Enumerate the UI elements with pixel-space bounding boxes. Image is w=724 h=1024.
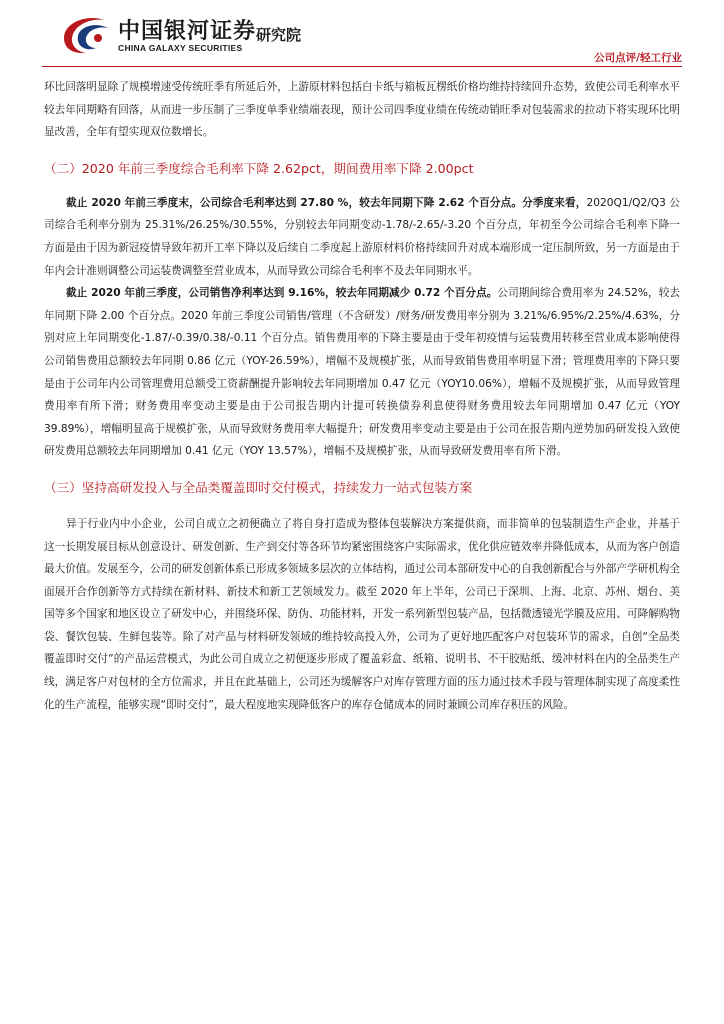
page-header <box>0 0 724 72</box>
expense-paragraph-lead: 截止 2020 年前三季度，公司销售净利率达到 9.16%，较去年同期减少 0.72 个百分点。 <box>66 287 498 300</box>
margin-paragraph-lead: 截止 2020 年前三季度末，公司综合毛利率达到 27.80 %，较去年同期下降 2.62 个百分点。分季度来看， <box>66 196 587 209</box>
header-divider <box>42 66 682 67</box>
brand-name-cn: 中国银河证券 <box>118 19 257 44</box>
intro-paragraph: 环比回落明显除了规模增速受传统旺季有所延后外，上游原材料包括白卡纸与箱板瓦楞纸价格均维持持续回升态势，致使公司毛利率水平较去年同期略有回落，从而进一步压制了三季度单季业绩端表现，预计公司四季度业绩在传统动销旺季对包装需求的拉动下将实现环比明显改善，全年有望实现双位数增长。 <box>44 81 680 139</box>
section-heading-3: （三）坚持高研发投入与全品类覆盖即时交付模式，持续发力一站式包装方案 <box>44 479 473 495</box>
section-heading-2: （二）2020 年前三季度综合毛利率下降 2.62pct，期间费用率下降 2.00pct <box>44 160 474 176</box>
margin-paragraph <box>44 192 680 282</box>
margin-paragraph-body: 2020Q1/Q2/Q3 公司综合毛利率分别为 25.31%/26.25%/30.55%，分别较去年同期变动-1.78/-2.65/-3.20 个百分点，年初至今公司综合毛利率下降一方面是由于因为新冠疫情导致年初开工率下降以及后续自二季度起上游原材料价格持续回升对成本端形成一定压制所致，另一方面是由于年内会计准则调整公司运装费调整至营业成本，从而导致公司综合毛利率不及去年同期水平。 <box>44 196 680 277</box>
brand-name-en: CHINA GALAXY SECURITIES <box>118 43 243 53</box>
expense-paragraph <box>44 282 680 463</box>
rnd-paragraph: 异于行业内中小企业，公司自成立之初便确立了将自身打造成为整体包装解决方案提供商，而非简单的包装制造生产企业，并基于这一长期发展目标从创意设计、研发创新、生产到交付等各环节均紧密围绕客户实际需求，优化供应链效率并降低成本，从而为客户创造最大价值。发展至今，公司的研发创新体系已形成多领域多层次的立体结构，通过公司本部研发中心的自我创新配合与外部产学研机构全面展开合作创新等方式持续在新材料、新技术和新工艺领域发力。截至 2020 年上半年，公司已于深圳、上海、北京、苏州、烟台、美国等多个国家和地区设立了研发中心，并围绕环保、防伪、功能材料，开发一系列新型包装产品，包括微透镜光学膜及应用、可降解购物袋、餐饮包装、生鲜包装等。除了对产品与材料研发领域的维持较高投入外，公司为了更好地匹配客户对包装环节的需求，自创“全品类覆盖即时交付”的产品运营模式，为此公司自成立之初便逐步形成了覆盖彩盒、纸箱、说明书、不干胶贴纸、缓冲材料在内的全品类生产线，满足客户对包材的全方位需求，并且在此基础上，公司还为缓解客户对库存管理方面的压力通过技术手段与管理体制实现了高度柔性化的生产流程，能够实现“即时交付”，最大程度地实现降低客户的库存仓储成本的同时兼顾公司库存积压的风险。 <box>44 517 680 711</box>
expense-paragraph-body: 公司期间综合费用率为 24.52%，较去年同期下降 2.00 个百分点。2020 年前三季度公司销售/管理（不含研发）/财务/研发费用率分别为 3.21%/6.95%/2.25%/4.63%，分别对应上年同期变化-1.87/-0.39/0.38/-0.11 个百分点。销售费用率的下降主要是由于受年初疫情与运装费用转移至营业成本影响使得公司销售费用总额较去年同期 0.86 亿元（YOY-26.59%），增幅不及规模扩张，从而导致销售费用率明显下滑；管理费用率的下降只要是由于公司年内公司管理费用总额受工资薪酬提升影响较去年同期增加 0.47 亿元（YOY10.06%），增幅不及规模扩张，从而导致管理费用率有所下滑；财务费用率变动主要是由于公司报告期内计提可转换债券利息使得财务费用较去年同期增加 0.47 亿元（YOY 39.89%），增幅明显高于规模扩张，从而导致财务费用率大幅提升；研发费用率变动主要是由于公司在报告期内逆势加码研发投入致使研发费用总额较去年同期增加 0.41 亿元（YOY 13.57%），增幅不及规模扩张，从而导致研发费用率有所下滑。 <box>44 287 680 458</box>
report-body <box>44 76 680 716</box>
report-category: 公司点评/轻工行业 <box>594 52 682 64</box>
china-galaxy-logo <box>56 12 112 58</box>
institute-label: 研究院 <box>256 26 302 44</box>
